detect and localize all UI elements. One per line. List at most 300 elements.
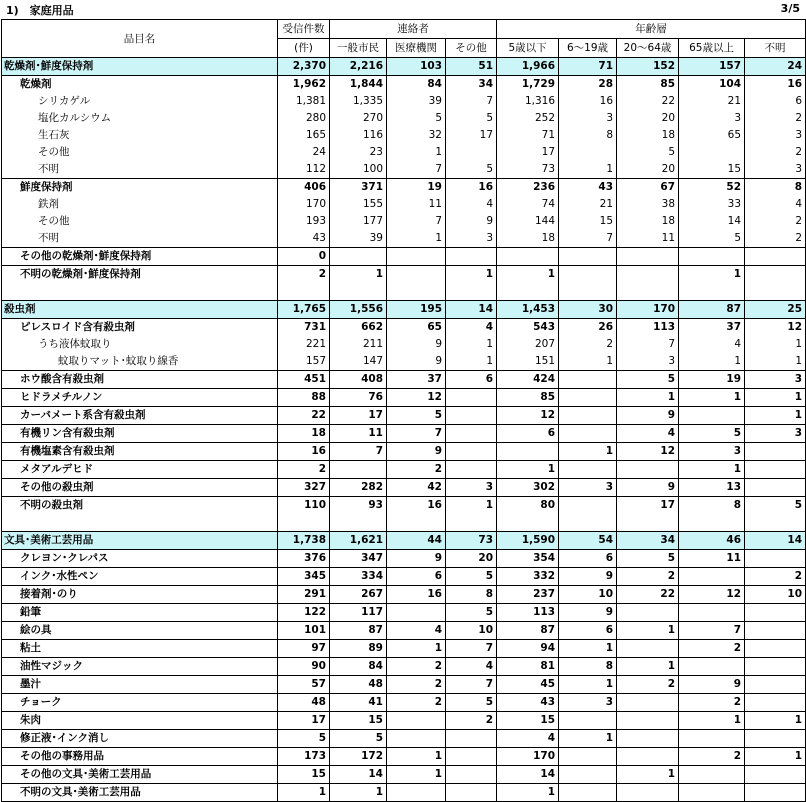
- value-cell: 7: [446, 640, 497, 658]
- value-cell: 5: [617, 371, 679, 389]
- value-cell: 9: [617, 479, 679, 497]
- value-cell: 172: [330, 748, 387, 766]
- value-cell: 18: [617, 213, 679, 230]
- value-cell: 42: [387, 479, 446, 497]
- value-cell: [559, 497, 617, 515]
- value-cell: 6: [446, 371, 497, 389]
- value-cell: 1: [387, 766, 446, 784]
- value-cell: 5: [278, 730, 330, 748]
- value-cell: [446, 784, 497, 802]
- value-cell: 252: [497, 110, 559, 127]
- value-cell: 6: [497, 425, 559, 443]
- value-cell: 327: [278, 479, 330, 497]
- empty-cell: [559, 283, 617, 301]
- value-cell: 144: [497, 213, 559, 230]
- value-cell: 731: [278, 319, 330, 337]
- value-cell: 20: [446, 550, 497, 568]
- table-row: [2, 407, 806, 425]
- value-cell: 8: [559, 658, 617, 676]
- value-cell: 406: [278, 179, 330, 197]
- value-cell: 51: [446, 58, 497, 76]
- value-cell: 7: [679, 622, 745, 640]
- item-name-cell: 墨汁: [2, 676, 278, 694]
- value-cell: [559, 712, 617, 730]
- value-cell: 1: [559, 676, 617, 694]
- value-cell: 34: [617, 532, 679, 550]
- value-cell: 2: [387, 694, 446, 712]
- value-cell: 12: [387, 389, 446, 407]
- value-cell: 19: [679, 371, 745, 389]
- age-under5-header: 5歳以下: [497, 39, 559, 58]
- empty-cell: [745, 514, 806, 532]
- value-cell: 15: [679, 161, 745, 179]
- value-cell: 11: [617, 230, 679, 248]
- general-header: 一般市民: [330, 39, 387, 58]
- value-cell: [617, 266, 679, 284]
- item-name-cell: 絵の具: [2, 622, 278, 640]
- value-cell: [745, 622, 806, 640]
- item-name-cell: うち液体蚊取り: [2, 336, 278, 353]
- value-cell: 1: [387, 144, 446, 161]
- item-name-cell: その他: [2, 144, 278, 161]
- table-row: [2, 230, 806, 248]
- value-cell: [679, 144, 745, 161]
- value-cell: 1: [559, 640, 617, 658]
- table-row: [2, 658, 806, 676]
- value-cell: 1: [679, 461, 745, 479]
- value-cell: 4: [446, 658, 497, 676]
- value-cell: 3: [559, 110, 617, 127]
- empty-cell: [446, 514, 497, 532]
- item-name-cell: 鮮度保持剤: [2, 179, 278, 197]
- value-cell: 9: [387, 443, 446, 461]
- value-cell: 151: [497, 353, 559, 371]
- value-cell: 1,335: [330, 93, 387, 110]
- value-cell: 1: [745, 748, 806, 766]
- value-cell: 3: [745, 371, 806, 389]
- value-cell: 282: [330, 479, 387, 497]
- empty-cell: [559, 514, 617, 532]
- value-cell: [446, 407, 497, 425]
- value-cell: 221: [278, 336, 330, 353]
- value-cell: 451: [278, 371, 330, 389]
- item-name-cell: インク･水性ペン: [2, 568, 278, 586]
- value-cell: 17: [497, 144, 559, 161]
- value-cell: 7: [387, 425, 446, 443]
- value-cell: [679, 766, 745, 784]
- value-cell: 1: [559, 353, 617, 371]
- value-cell: 87: [330, 622, 387, 640]
- value-cell: 43: [278, 230, 330, 248]
- value-cell: 662: [330, 319, 387, 337]
- value-cell: 65: [387, 319, 446, 337]
- value-cell: 2: [745, 568, 806, 586]
- value-cell: 3: [446, 479, 497, 497]
- value-cell: 1,966: [497, 58, 559, 76]
- value-cell: 332: [497, 568, 559, 586]
- value-cell: 5: [617, 550, 679, 568]
- item-name-cell: その他の殺虫剤: [2, 479, 278, 497]
- value-cell: 16: [387, 586, 446, 604]
- value-cell: [679, 568, 745, 586]
- contact-header: 連絡者: [330, 20, 497, 39]
- value-cell: 7: [446, 676, 497, 694]
- value-cell: 1: [330, 784, 387, 802]
- item-name-cell: 不明: [2, 230, 278, 248]
- value-cell: 93: [330, 497, 387, 515]
- table-row: [2, 196, 806, 213]
- value-cell: 97: [278, 640, 330, 658]
- value-cell: 10: [559, 586, 617, 604]
- value-cell: 1,381: [278, 93, 330, 110]
- item-name-cell: 乾燥剤: [2, 76, 278, 94]
- value-cell: 1: [497, 461, 559, 479]
- value-cell: 7: [330, 443, 387, 461]
- age-65-header: 65歳以上: [679, 39, 745, 58]
- value-cell: 7: [559, 230, 617, 248]
- value-cell: [446, 248, 497, 266]
- value-cell: 1: [679, 389, 745, 407]
- value-cell: [745, 784, 806, 802]
- empty-cell: [497, 283, 559, 301]
- table-row: [2, 676, 806, 694]
- value-cell: 17: [330, 407, 387, 425]
- value-cell: 103: [387, 58, 446, 76]
- value-cell: 41: [330, 694, 387, 712]
- value-cell: 37: [679, 319, 745, 337]
- value-cell: 94: [497, 640, 559, 658]
- value-cell: 9: [617, 407, 679, 425]
- value-cell: 2: [387, 676, 446, 694]
- value-cell: 2: [745, 144, 806, 161]
- value-cell: [387, 266, 446, 284]
- value-cell: 104: [679, 76, 745, 94]
- value-cell: 354: [497, 550, 559, 568]
- value-cell: 211: [330, 336, 387, 353]
- value-cell: 1: [559, 161, 617, 179]
- value-cell: 1: [446, 336, 497, 353]
- value-cell: 2: [679, 640, 745, 658]
- value-cell: 2: [278, 266, 330, 284]
- value-cell: 19: [387, 179, 446, 197]
- value-cell: 2: [745, 213, 806, 230]
- value-cell: [446, 389, 497, 407]
- value-cell: 14: [446, 301, 497, 319]
- value-cell: 22: [278, 407, 330, 425]
- table-row: [2, 161, 806, 179]
- item-name-cell: 朱肉: [2, 712, 278, 730]
- value-cell: 2: [679, 694, 745, 712]
- value-cell: 3: [559, 479, 617, 497]
- value-cell: 157: [278, 353, 330, 371]
- value-cell: 3: [745, 161, 806, 179]
- value-cell: 6: [559, 550, 617, 568]
- value-cell: 48: [278, 694, 330, 712]
- item-name-cell: 殺虫剤: [2, 301, 278, 319]
- value-cell: 71: [559, 58, 617, 76]
- value-cell: 236: [497, 179, 559, 197]
- value-cell: [387, 730, 446, 748]
- value-cell: 48: [330, 676, 387, 694]
- item-name-cell: 不明: [2, 161, 278, 179]
- value-cell: [330, 248, 387, 266]
- value-cell: 16: [446, 179, 497, 197]
- value-cell: 74: [497, 196, 559, 213]
- value-cell: 1: [679, 353, 745, 371]
- value-cell: 408: [330, 371, 387, 389]
- value-cell: 12: [679, 586, 745, 604]
- value-cell: 117: [330, 604, 387, 622]
- table-row: [2, 371, 806, 389]
- table-row: [2, 712, 806, 730]
- value-cell: 28: [559, 76, 617, 94]
- value-cell: 13: [679, 479, 745, 497]
- value-cell: 267: [330, 586, 387, 604]
- value-cell: 5: [446, 110, 497, 127]
- value-cell: 87: [679, 301, 745, 319]
- value-cell: 3: [745, 127, 806, 144]
- table-row: [2, 748, 806, 766]
- value-cell: [679, 248, 745, 266]
- value-cell: 1: [446, 353, 497, 371]
- item-name-cell: 不明の殺虫剤: [2, 497, 278, 515]
- table-row: [2, 110, 806, 127]
- value-cell: 76: [330, 389, 387, 407]
- empty-cell: [387, 514, 446, 532]
- value-cell: 14: [745, 532, 806, 550]
- value-cell: 3: [446, 230, 497, 248]
- value-cell: 14: [497, 766, 559, 784]
- table-row: [2, 694, 806, 712]
- table-row: [2, 76, 806, 94]
- value-cell: 46: [679, 532, 745, 550]
- value-cell: 34: [446, 76, 497, 94]
- item-name-cell: 修正液･インク消し: [2, 730, 278, 748]
- value-cell: 2: [387, 658, 446, 676]
- value-cell: 280: [278, 110, 330, 127]
- value-cell: [745, 266, 806, 284]
- value-cell: 2: [617, 676, 679, 694]
- value-cell: 39: [387, 93, 446, 110]
- empty-cell: [617, 514, 679, 532]
- item-name-cell: 蚊取りマット･蚊取り線香: [2, 353, 278, 371]
- value-cell: 1: [497, 784, 559, 802]
- empty-cell: [278, 514, 330, 532]
- value-cell: 30: [559, 301, 617, 319]
- table-row: [2, 93, 806, 110]
- value-cell: 2,370: [278, 58, 330, 76]
- value-cell: [387, 784, 446, 802]
- item-name-cell: 有機リン含有殺虫剤: [2, 425, 278, 443]
- value-cell: 424: [497, 371, 559, 389]
- received-header: 受信件数: [278, 20, 330, 39]
- value-cell: 7: [387, 213, 446, 230]
- value-cell: 113: [617, 319, 679, 337]
- value-cell: 9: [679, 676, 745, 694]
- value-cell: 334: [330, 568, 387, 586]
- item-name-cell: ヒドラメチルノン: [2, 389, 278, 407]
- value-cell: 4: [617, 425, 679, 443]
- value-cell: 1: [559, 730, 617, 748]
- item-name-cell: ピレスロイド含有殺虫剤: [2, 319, 278, 337]
- item-name-cell: ホウ酸含有殺虫剤: [2, 371, 278, 389]
- value-cell: [617, 694, 679, 712]
- value-cell: 2: [278, 461, 330, 479]
- table-row: [2, 144, 806, 161]
- value-cell: 44: [387, 532, 446, 550]
- value-cell: 20: [617, 110, 679, 127]
- section-title: 1) 家庭用品: [6, 4, 74, 17]
- value-cell: [559, 248, 617, 266]
- item-name-cell: メタアルデヒド: [2, 461, 278, 479]
- value-cell: 16: [559, 93, 617, 110]
- value-cell: [497, 248, 559, 266]
- value-cell: 38: [617, 196, 679, 213]
- value-cell: 7: [617, 336, 679, 353]
- value-cell: 5: [679, 425, 745, 443]
- value-cell: 1: [497, 266, 559, 284]
- value-cell: [745, 730, 806, 748]
- age-6-19-header: 6～19歳: [559, 39, 617, 58]
- value-cell: [559, 748, 617, 766]
- value-cell: 1,590: [497, 532, 559, 550]
- value-cell: 80: [497, 497, 559, 515]
- value-cell: 193: [278, 213, 330, 230]
- value-cell: [745, 461, 806, 479]
- value-cell: 116: [330, 127, 387, 144]
- category-row: [2, 532, 806, 550]
- value-cell: [617, 248, 679, 266]
- page-number: 3/5: [780, 2, 800, 15]
- item-name-cell: 有機塩素含有殺虫剤: [2, 443, 278, 461]
- table-row: [2, 766, 806, 784]
- value-cell: [617, 712, 679, 730]
- page-header: [0, 0, 806, 19]
- value-cell: [446, 766, 497, 784]
- value-cell: 5: [446, 161, 497, 179]
- table-row: [2, 353, 806, 371]
- value-cell: [679, 784, 745, 802]
- value-cell: 25: [745, 301, 806, 319]
- value-cell: 39: [330, 230, 387, 248]
- value-cell: 88: [278, 389, 330, 407]
- empty-cell: [2, 283, 278, 301]
- value-cell: 101: [278, 622, 330, 640]
- value-cell: 18: [278, 425, 330, 443]
- value-cell: 165: [278, 127, 330, 144]
- value-cell: 6: [559, 622, 617, 640]
- value-cell: 9: [387, 336, 446, 353]
- empty-cell: [617, 283, 679, 301]
- value-cell: [617, 730, 679, 748]
- value-cell: 1,729: [497, 76, 559, 94]
- value-cell: [559, 407, 617, 425]
- value-cell: 10: [446, 622, 497, 640]
- table-row: [2, 586, 806, 604]
- value-cell: 12: [617, 443, 679, 461]
- value-cell: 1: [745, 389, 806, 407]
- value-cell: [745, 694, 806, 712]
- value-cell: 15: [330, 712, 387, 730]
- value-cell: [745, 443, 806, 461]
- value-cell: [446, 461, 497, 479]
- value-cell: [745, 479, 806, 497]
- value-cell: 57: [278, 676, 330, 694]
- value-cell: 24: [745, 58, 806, 76]
- value-cell: 122: [278, 604, 330, 622]
- value-cell: 9: [387, 550, 446, 568]
- value-cell: 155: [330, 196, 387, 213]
- value-cell: 4: [387, 622, 446, 640]
- table-row: [2, 248, 806, 266]
- poison-calls-table: [1, 19, 806, 802]
- value-cell: [745, 640, 806, 658]
- age-20-64-header: 20～64歳: [617, 39, 679, 58]
- value-cell: 7: [446, 93, 497, 110]
- value-cell: 2: [559, 336, 617, 353]
- value-cell: 10: [745, 586, 806, 604]
- value-cell: 1,621: [330, 532, 387, 550]
- value-cell: 4: [745, 196, 806, 213]
- value-cell: 43: [559, 179, 617, 197]
- table-row: [2, 784, 806, 802]
- spacer-row: [2, 283, 806, 301]
- value-cell: [559, 144, 617, 161]
- age-unknown-header: 不明: [745, 39, 806, 58]
- value-cell: 8: [679, 497, 745, 515]
- value-cell: 1: [617, 658, 679, 676]
- value-cell: 89: [330, 640, 387, 658]
- value-cell: 1: [617, 622, 679, 640]
- empty-cell: [278, 283, 330, 301]
- medical-header: 医療機関: [387, 39, 446, 58]
- value-cell: 22: [617, 586, 679, 604]
- table-row: [2, 604, 806, 622]
- value-cell: 1,738: [278, 532, 330, 550]
- value-cell: 376: [278, 550, 330, 568]
- value-cell: 5: [446, 604, 497, 622]
- value-cell: 237: [497, 586, 559, 604]
- value-cell: 5: [679, 230, 745, 248]
- value-cell: [446, 730, 497, 748]
- value-cell: 73: [446, 532, 497, 550]
- value-cell: 347: [330, 550, 387, 568]
- category-row: [2, 301, 806, 319]
- value-cell: 11: [387, 196, 446, 213]
- item-name-cell: 鉛筆: [2, 604, 278, 622]
- value-cell: [559, 425, 617, 443]
- value-cell: 270: [330, 110, 387, 127]
- value-cell: [745, 550, 806, 568]
- value-cell: 17: [278, 712, 330, 730]
- table-row: [2, 443, 806, 461]
- value-cell: [559, 784, 617, 802]
- value-cell: 43: [497, 694, 559, 712]
- value-cell: [679, 730, 745, 748]
- value-cell: 85: [497, 389, 559, 407]
- value-cell: 1,844: [330, 76, 387, 94]
- value-cell: 22: [617, 93, 679, 110]
- item-name-cell: その他の事務用品: [2, 748, 278, 766]
- empty-cell: [446, 283, 497, 301]
- value-cell: 52: [679, 179, 745, 197]
- value-cell: 17: [446, 127, 497, 144]
- value-cell: 81: [497, 658, 559, 676]
- value-cell: 9: [387, 353, 446, 371]
- value-cell: 1: [278, 784, 330, 802]
- value-cell: 9: [446, 213, 497, 230]
- value-cell: 73: [497, 161, 559, 179]
